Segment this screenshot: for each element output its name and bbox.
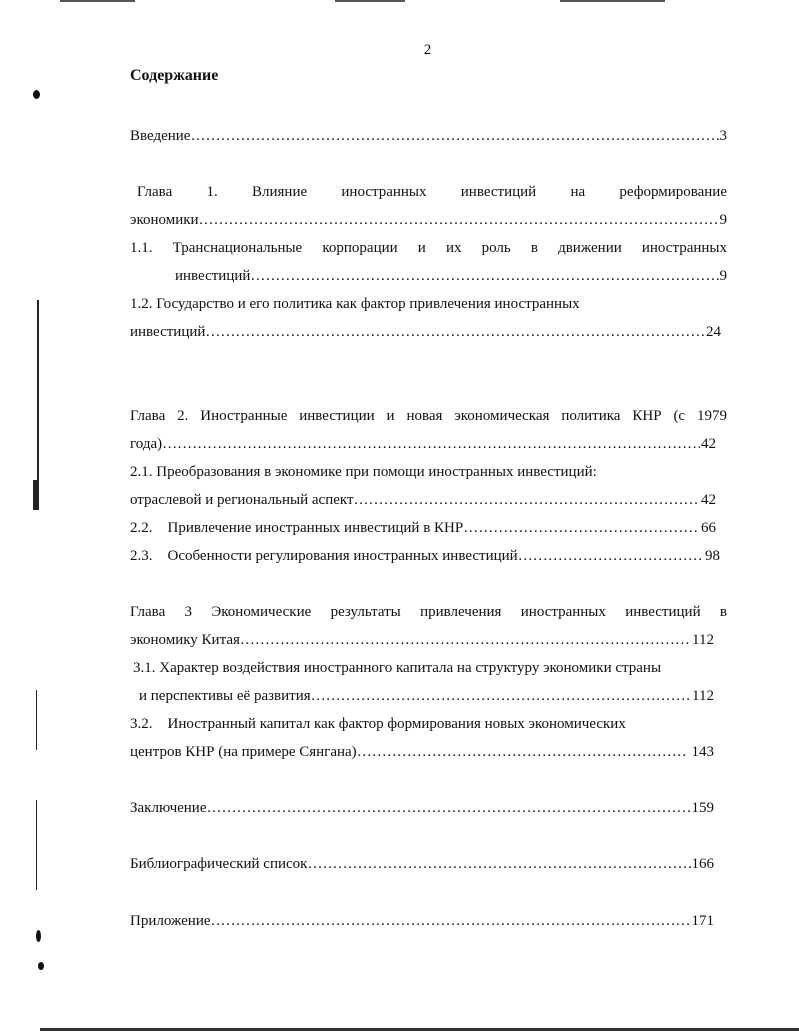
toc-entry-section-1-1 — [175, 267, 727, 285]
toc-entry-section-3-2 — [130, 743, 714, 761]
toc-leader-dots — [162, 435, 700, 453]
toc-page-number: 24 — [706, 324, 721, 340]
toc-page-number: 9 — [719, 212, 727, 228]
toc-entry-label: отраслевой и региональный аспект — [130, 492, 354, 508]
toc-entry-label: Введение — [130, 128, 191, 144]
toc-entry-chapter-1 — [130, 211, 727, 229]
toc-entry-section-2-1 — [130, 491, 716, 509]
toc-leader-dots — [250, 267, 718, 285]
toc-page-number: 112 — [692, 632, 714, 648]
scan-artifact-top-right — [560, 0, 665, 2]
toc-section-3-1-heading: 3.1. Характер воздействия иностранного капитала на структуру экономики страны — [133, 660, 662, 676]
toc-page-number: 42 — [701, 492, 716, 508]
toc-entry-label: инвестиций — [175, 268, 251, 284]
toc-page-number: 3 — [719, 128, 727, 144]
toc-entry-label: Заключение — [130, 800, 207, 816]
toc-entry-label: центров КНР (на примере Сянгана) — [130, 744, 357, 760]
toc-entry-label: года) — [130, 436, 163, 452]
toc-leader-dots — [205, 323, 705, 341]
toc-section-2-1-heading: 2.1. Преобразования в экономике при помощи иностранных инвестиций: — [130, 464, 597, 480]
toc-leader-dots — [307, 855, 690, 873]
toc-page-number: 166 — [691, 856, 714, 872]
toc-leader-dots — [311, 687, 691, 705]
scan-artifact-top-left — [60, 0, 135, 2]
toc-leader-dots — [357, 743, 687, 761]
margin-mark-binding-thick — [33, 480, 37, 510]
toc-entry-section-1-2 — [130, 323, 721, 341]
toc-page-number: 9 — [719, 268, 727, 284]
toc-leader-dots — [211, 912, 691, 930]
toc-chapter-3-heading: Глава 3 Экономические результаты привлечения иностранных инвестиций в — [130, 604, 727, 620]
toc-entry-section-2-3 — [130, 547, 720, 565]
toc-page-number: 66 — [701, 520, 716, 536]
toc-page-number: 112 — [692, 688, 714, 704]
toc-chapter-1-heading: Глава 1. Влияние иностранных инвестиций на реформирование — [137, 184, 727, 200]
toc-entry-label: экономики — [130, 212, 199, 228]
toc-leader-dots — [518, 547, 704, 565]
toc-section-1-2-heading: 1.2. Государство и его политика как фактор привлечения иностранных — [130, 296, 580, 312]
toc-entry-label: 2.2. Привлечение иностранных инвестиций в КНР — [130, 520, 464, 536]
toc-entry-chapter-3 — [130, 631, 714, 649]
toc-entry-appendix — [130, 912, 714, 930]
scan-speck-bottom-1 — [36, 930, 41, 942]
margin-mark-binding — [37, 300, 39, 510]
toc-page-number: 42 — [701, 436, 716, 452]
page-number: 2 — [423, 42, 432, 58]
toc-leader-dots — [354, 491, 700, 509]
toc-entry-section-3-1 — [139, 687, 714, 705]
page-title: Содержание — [130, 67, 219, 84]
margin-mark-bottom — [36, 800, 37, 890]
toc-section-3-2-heading: 3.2. Иностранный капитал как фактор формирования новых экономических — [130, 716, 626, 732]
toc-page-number: 98 — [705, 548, 720, 564]
scan-speck-bottom-2 — [38, 962, 44, 970]
toc-entry-conclusion — [130, 799, 714, 817]
toc-leader-dots — [199, 211, 719, 229]
toc-entry-label: инвестиций — [130, 324, 206, 340]
toc-section-1-1-heading: 1.1. Транснациональные корпорации и их роль в движении иностранных — [130, 240, 727, 256]
toc-entry-chapter-2 — [130, 435, 716, 453]
toc-entry-label: и перспективы её развития — [139, 688, 311, 704]
toc-page-number: 143 — [687, 744, 714, 760]
toc-leader-dots — [463, 519, 700, 537]
scan-artifact-top-center — [335, 0, 405, 2]
toc-entry-section-2-2 — [130, 519, 716, 537]
toc-leader-dots — [190, 127, 718, 145]
toc-page-number: 171 — [691, 913, 714, 929]
toc-entry-label: Библиографический список — [130, 856, 308, 872]
scan-speck-top — [33, 90, 40, 99]
toc-chapter-2-heading: Глава 2. Иностранные инвестиции и новая экономическая политика КНР (с 1979 — [130, 408, 727, 424]
margin-mark-lower — [36, 690, 37, 750]
toc-leader-dots — [207, 799, 691, 817]
toc-entry-bibliography — [130, 855, 714, 873]
toc-entry-label: экономику Китая — [130, 632, 240, 648]
toc-entry-label: 2.3. Особенности регулирования иностранных инвестиций — [130, 548, 518, 564]
toc-entry-intro — [130, 127, 727, 145]
toc-entry-label: Приложение — [130, 913, 211, 929]
toc-leader-dots — [240, 631, 691, 649]
scan-artifact-bottom — [40, 1028, 799, 1031]
toc-page-number: 159 — [691, 800, 714, 816]
